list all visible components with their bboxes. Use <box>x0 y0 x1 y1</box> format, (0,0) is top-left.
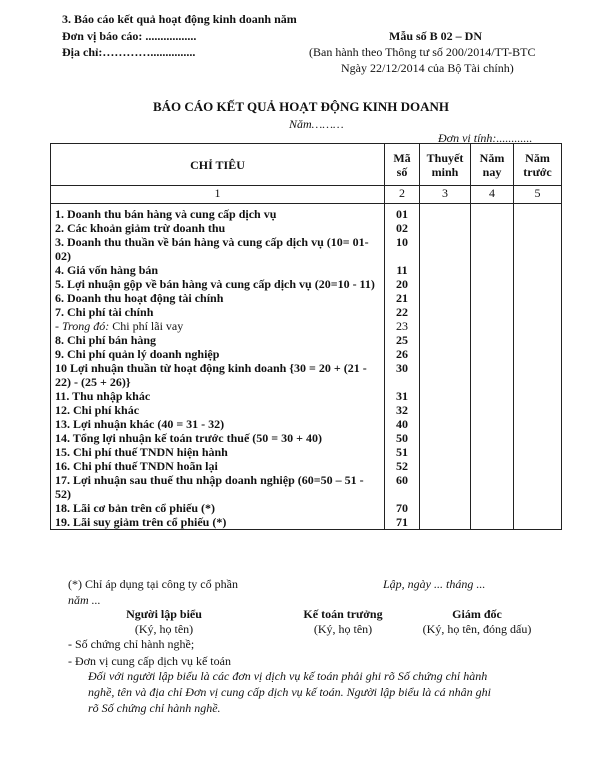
row-last-year-cell <box>514 515 562 530</box>
row-code: 40 <box>385 417 420 431</box>
date-line: Lập, ngày ... tháng ... <box>383 577 486 591</box>
row-note-cell <box>420 319 471 333</box>
row-code: 60 <box>385 473 420 501</box>
footnote: (*) Chỉ áp dụng tại công ty cổ phần <box>68 577 238 591</box>
table-row <box>51 403 562 417</box>
guide-line-3: rõ Số chứng chỉ hành nghề. <box>88 701 221 715</box>
table-row <box>51 459 562 473</box>
row-code: 71 <box>385 515 420 530</box>
row-label: 4. Giá vốn hàng bán <box>51 263 385 277</box>
row-code: 32 <box>385 403 420 417</box>
guide-line-1: Đối với người lập biểu là các đơn vị dịch vụ kế toán phải ghi rõ Số chứng chỉ hành <box>88 669 488 683</box>
row-note-cell <box>420 347 471 361</box>
row-label: 9. Chi phí quản lý doanh nghiệp <box>51 347 385 361</box>
row-code: 20 <box>385 277 420 291</box>
column-number: 5 <box>514 186 562 204</box>
table-row <box>51 417 562 431</box>
row-last-year-cell <box>514 361 562 389</box>
row-code: 11 <box>385 263 420 277</box>
table-row <box>51 319 562 333</box>
table-row <box>51 277 562 291</box>
row-note-cell <box>420 291 471 305</box>
row-this-year-cell <box>471 277 514 291</box>
row-code: 30 <box>385 361 420 389</box>
row-note-cell <box>420 459 471 473</box>
row-note-cell <box>420 445 471 459</box>
row-last-year-cell <box>514 263 562 277</box>
row-last-year-cell <box>514 291 562 305</box>
row-label: 12. Chi phí khác <box>51 403 385 417</box>
row-last-year-cell <box>514 403 562 417</box>
row-last-year-cell <box>514 473 562 501</box>
column-number: 1 <box>51 186 385 204</box>
table-row <box>51 263 562 277</box>
row-last-year-cell <box>514 235 562 263</box>
row-code: 50 <box>385 431 420 445</box>
row-label: 17. Lợi nhuận sau thuế thu nhập doanh nghiệp (60=50 – 51 - 52) <box>51 473 385 501</box>
row-label: 16. Chi phí thuế TNDN hoãn lại <box>51 459 385 473</box>
row-last-year-cell <box>514 204 562 222</box>
income-statement-table <box>50 143 562 530</box>
row-last-year-cell <box>514 389 562 403</box>
row-last-year-cell <box>514 445 562 459</box>
table-row <box>51 473 562 501</box>
row-label: 1. Doanh thu bán hàng và cung cấp dịch vụ <box>51 204 385 222</box>
section-title: 3. Báo cáo kết quả hoạt động kinh doanh năm <box>62 12 297 26</box>
column-header-indicator: CHỈ TIÊU <box>51 144 385 186</box>
row-note-cell <box>420 221 471 235</box>
signer-director-title: Giám đốc <box>452 607 502 621</box>
table-row <box>51 515 562 530</box>
table-row <box>51 389 562 403</box>
row-note-cell <box>420 333 471 347</box>
row-this-year-cell <box>471 333 514 347</box>
row-last-year-cell <box>514 459 562 473</box>
row-label: 13. Lợi nhuận khác (40 = 31 - 32) <box>51 417 385 431</box>
row-this-year-cell <box>471 417 514 431</box>
row-code: 25 <box>385 333 420 347</box>
row-code: 22 <box>385 305 420 319</box>
row-note-cell <box>420 403 471 417</box>
row-label: 15. Chi phí thuế TNDN hiện hành <box>51 445 385 459</box>
report-year: Năm……… <box>289 117 344 131</box>
row-this-year-cell <box>471 204 514 222</box>
row-this-year-cell <box>471 263 514 277</box>
column-number: 2 <box>385 186 420 204</box>
column-header-last-year: Năm trước <box>514 144 562 186</box>
table-row <box>51 291 562 305</box>
column-header-note: Thuyết minh <box>420 144 471 186</box>
row-code: 52 <box>385 459 420 473</box>
table-row <box>51 333 562 347</box>
issued-line-2: Ngày 22/12/2014 của Bộ Tài chính) <box>341 61 514 75</box>
row-label: 7. Chi phí tài chính <box>51 305 385 319</box>
row-note-cell <box>420 277 471 291</box>
table-row <box>51 501 562 515</box>
row-this-year-cell <box>471 319 514 333</box>
row-note-cell <box>420 431 471 445</box>
row-label: 6. Doanh thu hoạt động tài chính <box>51 291 385 305</box>
row-this-year-cell <box>471 501 514 515</box>
row-last-year-cell <box>514 319 562 333</box>
table-row <box>51 305 562 319</box>
table-row <box>51 221 562 235</box>
row-this-year-cell <box>471 473 514 501</box>
row-label: 19. Lãi suy giảm trên cổ phiếu (*) <box>51 515 385 530</box>
row-label: - Trong đó: Chi phí lãi vay <box>51 319 385 333</box>
bullet-certificate: - Số chứng chỉ hành nghề; <box>68 637 195 651</box>
row-note-cell <box>420 361 471 389</box>
column-header-this-year: Năm nay <box>471 144 514 186</box>
row-note-cell <box>420 501 471 515</box>
table-row <box>51 431 562 445</box>
row-label: 11. Thu nhập khác <box>51 389 385 403</box>
row-code: 01 <box>385 204 420 222</box>
form-number: Mẫu số B 02 – DN <box>389 29 483 43</box>
signer-preparer-title: Người lập biểu <box>126 607 202 621</box>
row-this-year-cell <box>471 305 514 319</box>
issued-line-1: (Ban hành theo Thông tư số 200/2014/TT-BTC <box>309 45 536 59</box>
row-last-year-cell <box>514 333 562 347</box>
row-last-year-cell <box>514 221 562 235</box>
row-last-year-cell <box>514 277 562 291</box>
table-row <box>51 361 562 389</box>
bullet-service-unit: - Đơn vị cung cấp dịch vụ kế toán <box>68 654 231 668</box>
address-label: Địa chỉ:…………............... <box>62 45 196 59</box>
row-this-year-cell <box>471 459 514 473</box>
signer-chief-accountant-title: Kế toán trưởng <box>303 607 383 621</box>
row-note-cell <box>420 473 471 501</box>
row-note-cell <box>420 515 471 530</box>
signer-chief-accountant-note: (Ký, họ tên) <box>313 622 373 636</box>
table-row <box>51 445 562 459</box>
row-this-year-cell <box>471 361 514 389</box>
row-this-year-cell <box>471 235 514 263</box>
row-this-year-cell <box>471 347 514 361</box>
row-last-year-cell <box>514 347 562 361</box>
row-label: 8. Chi phí bán hàng <box>51 333 385 347</box>
column-number: 3 <box>420 186 471 204</box>
row-code: 31 <box>385 389 420 403</box>
row-label: 10 Lợi nhuận thuần từ hoạt động kinh doanh {30 = 20 + (21 - 22) - (25 + 26)} <box>51 361 385 389</box>
year-line: năm ... <box>68 593 101 607</box>
row-label: 5. Lợi nhuận gộp về bán hàng và cung cấp dịch vụ (20=10 - 11) <box>51 277 385 291</box>
row-this-year-cell <box>471 389 514 403</box>
row-code: 10 <box>385 235 420 263</box>
table-row <box>51 204 562 222</box>
row-last-year-cell <box>514 417 562 431</box>
reporting-unit-label: Đơn vị báo cáo: ................. <box>62 29 197 43</box>
row-this-year-cell <box>471 221 514 235</box>
row-label: 18. Lãi cơ bản trên cổ phiếu (*) <box>51 501 385 515</box>
report-title: BÁO CÁO KẾT QUẢ HOẠT ĐỘNG KINH DOANH <box>152 99 450 114</box>
signer-director-note: (Ký, họ tên, đóng dấu) <box>422 622 532 636</box>
row-label: 3. Doanh thu thuần về bán hàng và cung cấp dịch vụ (10= 01-02) <box>51 235 385 263</box>
guide-line-2: nghề, tên và địa chỉ Đơn vị cung cấp dịch vụ kế toán. Người lập biểu là cá nhân ghi <box>88 685 491 699</box>
row-code: 70 <box>385 501 420 515</box>
row-code: 26 <box>385 347 420 361</box>
row-note-cell <box>420 263 471 277</box>
row-this-year-cell <box>471 445 514 459</box>
row-note-cell <box>420 305 471 319</box>
row-label: 14. Tổng lợi nhuận kế toán trước thuế (50 = 30 + 40) <box>51 431 385 445</box>
signer-preparer-note: (Ký, họ tên) <box>134 622 194 636</box>
table-row <box>51 235 562 263</box>
currency-unit: Đơn vị tính:............ <box>438 131 533 145</box>
row-note-cell <box>420 417 471 431</box>
table-row <box>51 347 562 361</box>
column-number: 4 <box>471 186 514 204</box>
row-label: 2. Các khoản giảm trừ doanh thu <box>51 221 385 235</box>
row-note-cell <box>420 235 471 263</box>
row-last-year-cell <box>514 501 562 515</box>
column-header-code: Mã số <box>385 144 420 186</box>
row-this-year-cell <box>471 403 514 417</box>
row-note-cell <box>420 389 471 403</box>
row-last-year-cell <box>514 305 562 319</box>
row-last-year-cell <box>514 431 562 445</box>
row-this-year-cell <box>471 515 514 530</box>
row-note-cell <box>420 204 471 222</box>
row-this-year-cell <box>471 431 514 445</box>
row-code: 51 <box>385 445 420 459</box>
row-code: 02 <box>385 221 420 235</box>
row-code: 23 <box>385 319 420 333</box>
row-code: 21 <box>385 291 420 305</box>
row-this-year-cell <box>471 291 514 305</box>
